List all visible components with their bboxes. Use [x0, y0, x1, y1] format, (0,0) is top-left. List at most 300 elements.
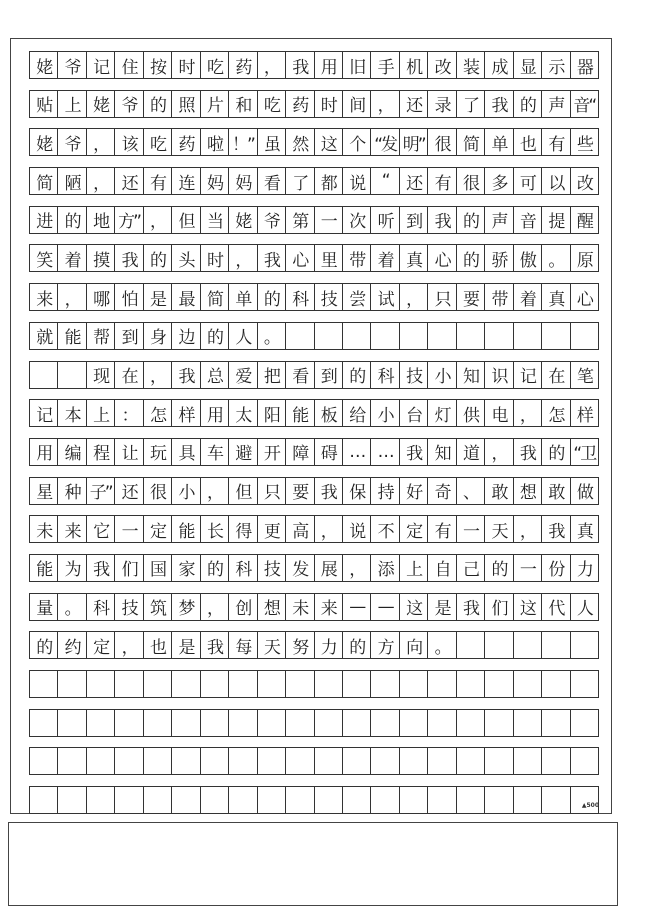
grid-cell: 明” — [400, 129, 428, 155]
grid-cell — [58, 362, 86, 388]
grid-cell: 。 — [542, 245, 570, 271]
grid-cell: 们 — [485, 594, 513, 620]
grid-cell: 小 — [371, 400, 399, 426]
grid-cell — [571, 671, 598, 697]
grid-cell: 阳 — [258, 400, 286, 426]
grid-cell: 人 — [229, 323, 257, 349]
grid-cell — [87, 671, 115, 697]
grid-cell — [87, 710, 115, 736]
grid-cell — [201, 787, 229, 813]
grid-cell: 现 — [87, 362, 115, 388]
grid-cell: 力 — [315, 632, 343, 658]
grid-cell: 。 — [428, 632, 456, 658]
grid-cell — [371, 671, 399, 697]
grid-cell: 声 — [542, 91, 570, 117]
grid-cell: 的 — [485, 555, 513, 581]
grid-cell: 本 — [58, 400, 86, 426]
grid-cell — [87, 787, 115, 813]
grid-cell — [201, 671, 229, 697]
grid-cell — [258, 787, 286, 813]
grid-cell — [457, 671, 485, 697]
grid-cell: 怕 — [115, 284, 143, 310]
grid-cell: 很 — [428, 129, 456, 155]
grid-cell — [315, 671, 343, 697]
grid-cell: 这 — [514, 594, 542, 620]
grid-cell: 用 — [201, 400, 229, 426]
grid-cell: 药 — [286, 91, 314, 117]
grid-cell: 我 — [514, 439, 542, 465]
grid-cell: 带 — [485, 284, 513, 310]
grid-cell: … — [371, 439, 399, 465]
grid-cell — [371, 787, 399, 813]
grid-cell: 能 — [30, 555, 58, 581]
grid-cell: 音“ — [573, 96, 596, 117]
grid-cell: 是 — [172, 632, 200, 658]
grid-cell: 我 — [286, 52, 314, 78]
grid-cell: 录 — [428, 91, 456, 117]
grid-cell: 把 — [258, 362, 286, 388]
grid-cell: 我 — [315, 478, 343, 504]
grid-cell: 的 — [457, 207, 485, 233]
grid-cell: 这 — [315, 129, 343, 155]
grid-cell: — — [343, 594, 371, 620]
grid-cell: 代 — [542, 594, 570, 620]
grid-cell: 药 — [172, 129, 200, 155]
grid-cell: ， — [201, 478, 229, 504]
grid-cell: 单 — [229, 284, 257, 310]
grid-cell: 边 — [172, 323, 200, 349]
grid-cell — [485, 323, 513, 349]
grid-cell: 一 — [457, 516, 485, 542]
grid-cell — [457, 632, 485, 658]
grid-cell — [229, 710, 257, 736]
grid-cell: 带 — [343, 245, 371, 271]
grid-cell: 照 — [172, 91, 200, 117]
grid-cell: 摸 — [87, 245, 115, 271]
grid-cell: 都 — [315, 168, 343, 194]
grid-cell: 连 — [172, 168, 200, 194]
grid-row — [29, 128, 599, 156]
grid-cell: 家 — [172, 555, 200, 581]
grid-row — [29, 477, 599, 505]
grid-cell: 装 — [457, 52, 485, 78]
grid-cell — [286, 748, 314, 774]
grid-cell — [542, 323, 570, 349]
grid-cell: 也 — [144, 632, 172, 658]
grid-cell: 也 — [514, 129, 542, 155]
grid-cell: “卫 — [573, 444, 596, 465]
grid-cell — [229, 671, 257, 697]
grid-cell: 更 — [258, 516, 286, 542]
grid-cell: 了 — [457, 91, 485, 117]
grid-cell: 科 — [229, 555, 257, 581]
grid-cell: 知 — [457, 362, 485, 388]
grid-cell: 份 — [542, 555, 570, 581]
grid-cell: 改 — [576, 173, 592, 194]
grid-cell: 以 — [542, 168, 570, 194]
grid-cell: 吃 — [201, 52, 229, 78]
grid-cell: ， — [343, 555, 371, 581]
grid-cell: ， — [144, 362, 172, 388]
grid-cell: 个 — [343, 129, 371, 155]
grid-cell: 音 — [514, 207, 542, 233]
grid-row — [29, 786, 599, 814]
grid-cell — [542, 710, 570, 736]
grid-cell: 住 — [115, 52, 143, 78]
grid-cell: 障 — [286, 439, 314, 465]
grid-cell: ， — [115, 632, 143, 658]
grid-cell — [571, 787, 598, 813]
grid-cell: 、 — [457, 478, 485, 504]
grid-cell: 我 — [87, 555, 115, 581]
grid-cell: 想 — [258, 594, 286, 620]
grid-cell — [514, 710, 542, 736]
grid-cell: 奇 — [428, 478, 456, 504]
grid-cell: 们 — [115, 555, 143, 581]
grid-cell: 天 — [485, 516, 513, 542]
grid-cell: ， — [229, 245, 257, 271]
grid-cell: 间 — [343, 91, 371, 117]
grid-cell — [542, 671, 570, 697]
grid-cell — [286, 323, 314, 349]
grid-cell — [172, 748, 200, 774]
grid-cell — [172, 671, 200, 697]
grid-cell: 姥 — [30, 129, 58, 155]
grid-cell — [144, 748, 172, 774]
grid-cell: 做 — [576, 483, 592, 504]
grid-cell — [30, 671, 58, 697]
grid-cell: 还 — [400, 91, 428, 117]
grid-cell — [514, 787, 542, 813]
grid-cell: 用 — [30, 439, 58, 465]
grid-cell — [87, 748, 115, 774]
grid-cell: 量 — [30, 594, 58, 620]
grid-row — [29, 515, 599, 543]
grid-cell: 我 — [172, 362, 200, 388]
grid-cell: 头 — [172, 245, 200, 271]
grid-cell: 自 — [428, 555, 456, 581]
grid-cell: 药 — [229, 52, 257, 78]
grid-cell: 技 — [258, 555, 286, 581]
grid-cell: 太 — [229, 400, 257, 426]
grid-cell: 程 — [87, 439, 115, 465]
grid-cell: 己 — [457, 555, 485, 581]
grid-cell — [371, 748, 399, 774]
grid-cell: 但 — [229, 478, 257, 504]
grid-cell — [428, 710, 456, 736]
grid-cell: 我 — [485, 91, 513, 117]
grid-cell: ， — [514, 400, 542, 426]
grid-cell: 长 — [201, 516, 229, 542]
grid-cell: 努 — [286, 632, 314, 658]
grid-cell: 示 — [542, 52, 570, 78]
grid-cell — [542, 632, 570, 658]
grid-cell: 的 — [343, 362, 371, 388]
grid-cell: 科 — [371, 362, 399, 388]
grid-cell — [144, 671, 172, 697]
grid-cell: 科 — [87, 594, 115, 620]
grid-cell: 保 — [343, 478, 371, 504]
grid-cell: 避 — [229, 439, 257, 465]
grid-cell: 心 — [576, 289, 592, 310]
grid-cell: 时 — [172, 52, 200, 78]
grid-cell: 我 — [457, 594, 485, 620]
grid-cell: 方” — [115, 207, 143, 233]
grid-cell: 识 — [485, 362, 513, 388]
grid-cell: 的 — [542, 439, 570, 465]
grid-cell: — — [371, 594, 399, 620]
grid-cell: 还 — [115, 168, 143, 194]
grid-cell — [315, 323, 343, 349]
grid-cell: 电 — [485, 400, 513, 426]
grid-cell: 原 — [576, 250, 592, 271]
grid-cell — [457, 323, 485, 349]
grid-cell: 要 — [457, 284, 485, 310]
grid-cell — [571, 748, 598, 774]
grid-row — [29, 322, 599, 350]
grid-cell — [286, 787, 314, 813]
grid-cell: 技 — [115, 594, 143, 620]
grid-cell: 天 — [258, 632, 286, 658]
grid-cell: 向 — [400, 632, 428, 658]
grid-cell: 用 — [315, 52, 343, 78]
grid-cell — [371, 323, 399, 349]
grid-cell: 的 — [457, 245, 485, 271]
grid-cell — [457, 748, 485, 774]
grid-cell — [58, 671, 86, 697]
grid-cell: 高 — [286, 516, 314, 542]
essay-grid — [29, 51, 599, 825]
grid-cell: ， — [58, 284, 86, 310]
grid-cell: 有 — [542, 129, 570, 155]
grid-cell: 未 — [30, 516, 58, 542]
grid-cell: 约 — [58, 632, 86, 658]
grid-cell — [30, 748, 58, 774]
grid-cell: 敢 — [542, 478, 570, 504]
grid-cell: 按 — [144, 52, 172, 78]
grid-cell: 提 — [542, 207, 570, 233]
grid-cell — [229, 748, 257, 774]
grid-cell: 声 — [485, 207, 513, 233]
grid-cell: 吃 — [258, 91, 286, 117]
grid-cell: 。 — [58, 594, 86, 620]
grid-cell: 陋 — [58, 168, 86, 194]
grid-cell: 不 — [371, 516, 399, 542]
grid-cell: 是 — [144, 284, 172, 310]
grid-cell: 地 — [87, 207, 115, 233]
grid-cell: 该 — [115, 129, 143, 155]
grid-cell — [343, 748, 371, 774]
grid-cell: 成 — [485, 52, 513, 78]
grid-cell: 多 — [485, 168, 513, 194]
grid-cell — [58, 748, 86, 774]
grid-row — [29, 554, 599, 582]
word-count-mark: ▲500 — [581, 802, 599, 809]
grid-cell: 骄 — [485, 245, 513, 271]
grid-cell: 国 — [144, 555, 172, 581]
grid-cell: 到 — [115, 323, 143, 349]
grid-row — [29, 747, 599, 775]
grid-cell: 车 — [201, 439, 229, 465]
grid-cell — [172, 710, 200, 736]
grid-cell: 子” — [87, 478, 115, 504]
grid-cell — [514, 323, 542, 349]
grid-cell: 有 — [428, 168, 456, 194]
grid-cell: 着 — [58, 245, 86, 271]
grid-cell: 样 — [576, 405, 592, 426]
grid-cell — [400, 671, 428, 697]
grid-cell — [457, 787, 485, 813]
grid-cell — [58, 710, 86, 736]
grid-cell: ， — [315, 516, 343, 542]
grid-cell: 简 — [30, 168, 58, 194]
grid-cell: 看 — [286, 362, 314, 388]
grid-cell: 哪 — [87, 284, 115, 310]
grid-cell: 开 — [258, 439, 286, 465]
grid-cell — [485, 710, 513, 736]
grid-cell: 来 — [30, 284, 58, 310]
grid-cell: 样 — [172, 400, 200, 426]
grid-cell — [30, 710, 58, 736]
grid-row — [29, 51, 599, 79]
grid-cell: 姥 — [87, 91, 115, 117]
grid-cell: 听 — [371, 207, 399, 233]
grid-cell — [485, 632, 513, 658]
grid-cell: 梦 — [172, 594, 200, 620]
grid-cell: 未 — [286, 594, 314, 620]
grid-row — [29, 438, 599, 466]
grid-cell: 筑 — [144, 594, 172, 620]
grid-cell — [428, 748, 456, 774]
grid-cell: 时 — [315, 91, 343, 117]
grid-cell: 想 — [514, 478, 542, 504]
grid-cell — [514, 748, 542, 774]
grid-cell: 和 — [229, 91, 257, 117]
grid-cell: 的 — [343, 632, 371, 658]
grid-cell: 吃 — [144, 129, 172, 155]
grid-cell — [428, 671, 456, 697]
grid-cell: 里 — [315, 245, 343, 271]
grid-cell — [343, 710, 371, 736]
grid-cell: 只 — [428, 284, 456, 310]
grid-cell: 到 — [315, 362, 343, 388]
grid-cell: 的 — [258, 284, 286, 310]
grid-cell — [30, 362, 58, 388]
grid-cell: 我 — [258, 245, 286, 271]
grid-cell — [571, 323, 598, 349]
grid-row — [29, 167, 599, 195]
grid-cell: 在 — [542, 362, 570, 388]
grid-cell: 姥 — [229, 207, 257, 233]
grid-cell: 有 — [144, 168, 172, 194]
grid-cell: 敢 — [485, 478, 513, 504]
grid-cell — [542, 787, 570, 813]
grid-cell — [286, 710, 314, 736]
grid-row — [29, 399, 599, 427]
grid-cell: 是 — [428, 594, 456, 620]
grid-cell — [115, 748, 143, 774]
grid-cell: “发 — [371, 129, 399, 155]
grid-cell: 很 — [144, 478, 172, 504]
grid-cell: 定 — [400, 516, 428, 542]
grid-cell: 说 — [343, 516, 371, 542]
grid-cell — [315, 748, 343, 774]
grid-cell: 爱 — [229, 362, 257, 388]
grid-cell: 碍 — [315, 439, 343, 465]
grid-cell: 它 — [87, 516, 115, 542]
grid-cell — [201, 710, 229, 736]
grid-cell: 定 — [144, 516, 172, 542]
grid-cell — [514, 632, 542, 658]
grid-cell — [115, 787, 143, 813]
grid-cell: 心 — [286, 245, 314, 271]
grid-cell: 有 — [428, 516, 456, 542]
grid-cell — [400, 323, 428, 349]
grid-cell — [343, 671, 371, 697]
grid-cell: 爷 — [115, 91, 143, 117]
grid-cell: 手 — [371, 52, 399, 78]
grid-cell: 啦 — [201, 129, 229, 155]
grid-cell — [315, 787, 343, 813]
grid-cell: 试 — [371, 284, 399, 310]
grid-cell — [315, 710, 343, 736]
grid-cell: 记 — [30, 400, 58, 426]
grid-cell: 时 — [201, 245, 229, 271]
grid-cell: 虽 — [258, 129, 286, 155]
grid-cell: 器 — [576, 57, 592, 78]
grid-cell: 还 — [115, 478, 143, 504]
grid-cell: 傲 — [514, 245, 542, 271]
grid-row — [29, 709, 599, 737]
grid-cell: 笔 — [576, 367, 592, 387]
grid-cell: ， — [87, 129, 115, 155]
grid-cell: 简 — [201, 284, 229, 310]
grid-cell: 定 — [87, 632, 115, 658]
grid-cell: 第 — [286, 207, 314, 233]
grid-cell: ！” — [229, 129, 257, 155]
grid-cell: 发 — [286, 555, 314, 581]
grid-cell: ， — [201, 594, 229, 620]
grid-cell: 一 — [115, 516, 143, 542]
grid-cell: 道 — [457, 439, 485, 465]
grid-cell: 我 — [400, 439, 428, 465]
grid-cell — [343, 787, 371, 813]
grid-cell: 了 — [286, 168, 314, 194]
grid-cell — [30, 787, 58, 813]
grid-cell — [286, 671, 314, 697]
grid-cell: 人 — [576, 599, 592, 620]
grid-cell: 星 — [30, 478, 58, 504]
grid-cell: 机 — [400, 52, 428, 78]
grid-row — [29, 631, 599, 659]
grid-cell — [514, 671, 542, 697]
grid-cell: 只 — [258, 478, 286, 504]
grid-cell: 尝 — [343, 284, 371, 310]
grid-cell: 最 — [172, 284, 200, 310]
grid-cell: 怎 — [144, 400, 172, 426]
grid-cell: 进 — [30, 207, 58, 233]
grid-cell — [542, 748, 570, 774]
grid-cell: ， — [87, 168, 115, 194]
grid-cell: 创 — [229, 594, 257, 620]
grid-cell: 片 — [201, 91, 229, 117]
grid-cell: 妈 — [229, 168, 257, 194]
grid-cell: 力 — [576, 560, 592, 581]
grid-cell: 的 — [514, 91, 542, 117]
grid-cell: 着 — [371, 245, 399, 271]
grid-cell: ： — [115, 400, 143, 426]
grid-cell — [400, 787, 428, 813]
